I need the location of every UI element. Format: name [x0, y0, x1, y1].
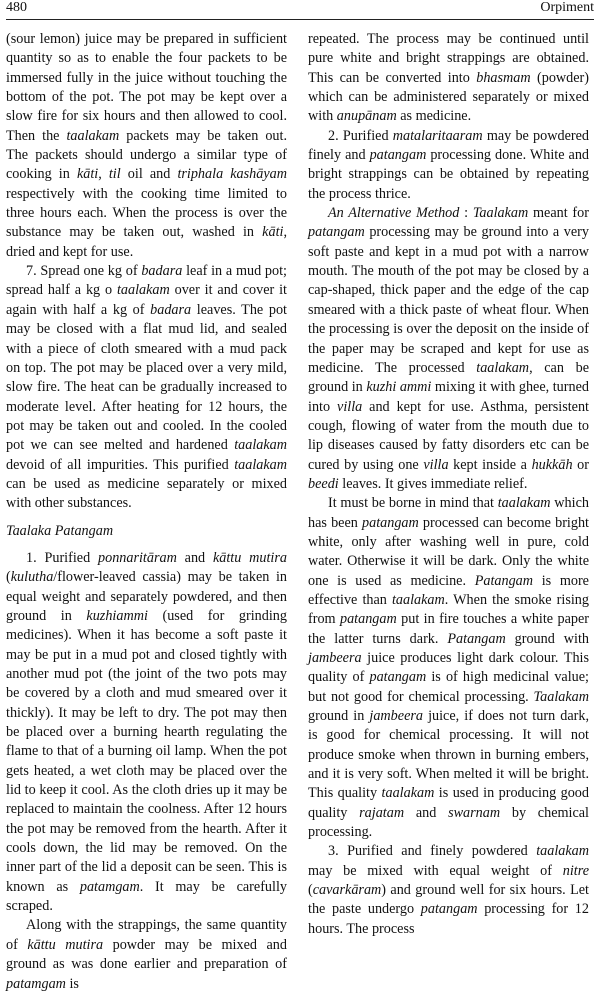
running-title: Orpiment [540, 0, 594, 15]
page-number: 480 [6, 0, 27, 15]
left-column [6, 30, 287, 994]
paragraph: Along with the strappings, the same quantity of kāttu mutira powder may be mixed and ground as was done earlier and preparation of patamgam is [6, 917, 287, 992]
paragraph: 2. Purified matalaritaaram may be powdered finely and patangam processing done. White and bright strappings can be obtained by repeating the process thrice. [308, 127, 590, 202]
paragraph: repeated. The process may be continued until pure white and bright strappings are obtained. This can be converted into bhasmam (powder) which can be administered separately or mixed with anupānam as medicine. [308, 31, 590, 125]
paragraph: It must be borne in mind that taalakam which has been patangam processed can become bright white, only after washing well in pure, cold water. Otherwise it will be dark. Only the white one is used as medicine. Patangam is more effective than taalakam. When the smoke rising from patangam put in fire touches a white paper the latter turns dark. Patangam ground with jambeera juice produces light dark colour. This quality of patangam is of high medicinal value; but not good for chemical processing. Taalakam ground in jambeera juice, if does not turn dark, is good for chemical processing. It will not produce smoke when thrown in burning embers, and it is very soft. When melted it will be bright. This quality taalakam is used in producing good quality rajatam and swarnam by chemical processing. [308, 495, 590, 841]
section-heading: Taalaka Patangam [6, 522, 114, 539]
paragraph: (sour lemon) juice may be prepared in sufficient quantity so as to enable the four packets to be immersed fully in the juice without touching the bottom of the pot. The pot may be kept over a slow fire for six hours and then allowed to cool. Then the taalakam packets may be taken out. The packets should undergo a similar type of cooking in kāti, til oil and triphala kashāyam respectively with the cooking time limited to three hours each. When the process is over the substance may be taken out, washed in kāti, dried and kept for use. [6, 31, 287, 260]
paragraph: An Alternative Method : Taalakam meant for patangam processing may be ground into a very soft paste and kept in a mud pot with a narrow mouth. The mouth of the pot may be closed by a cap-shaped, thick paper and the edge of the cap smeared with a thick paste of wheat flour. When the processing is over the deposit on the inside of the paper may be scraped and kept for use as medicine. The processed taalakam, can be ground in kuzhi ammi mixing it with ghee, turned into villa and kept for use. Asthma, persistent cough, flowing of water from the mouth due to lip diseases caused by fatty disorders etc can be cured by using one villa kept inside a hukkāh or beedi leaves. It gives immediate relief. [308, 205, 590, 492]
page-header [6, 0, 594, 20]
paragraph: 3. Purified and finely powdered taalakam may be mixed with equal weight of nitre (cavarkāram) and ground well for six hours. Let the paste undergo patangam processing for 12 hours. The process [308, 843, 589, 937]
right-column [308, 30, 589, 939]
paragraph: 7. Spread one kg of badara leaf in a mud pot; spread half a kg o taalakam over it and cover it again with half a kg of badara leaves. The pot may be closed with a flat mud lid, and sealed with a piece of cloth smeared with a mud pack on top. The pot may be placed over a very mild, slow fire. The heat can be gradually increased to moderate level. After heating for 12 hours, the pot may be taken out and cooled. In the cooled pot we can see melted and hardened taalakam devoid of all impurities. This purified taalakam can be used as medicine separately or mixed with other substances. [6, 263, 288, 512]
paragraph: 1. Purified ponnaritāram and kāttu mutira (kulutha/flower-leaved cassia) may be taken in equal weight and separately powdered, and then ground in kuzhiammi (used for grinding medicines). When it has become a soft paste it may be put in a mud pot and closed tightly with another mud pot (the joint of the two pots may be covered by a cloth and mud smeared over it thickly). It may be left to dry. The pot may then be placed over a burning hearth regulating the flame to that of a burning oil lamp. When the pot gets heated, a wet cloth may be placed over the lid to keep it cool. As the cloth dries up it may be replaced to maintain the coolness. After 12 hours the pot may be removed from the hearth. After it cools down, the lid may be removed. On the inner part of the lid a deposit can be seen. This is known as patamgam. It may be carefully scraped. [6, 549, 287, 915]
header-rule [6, 19, 594, 20]
